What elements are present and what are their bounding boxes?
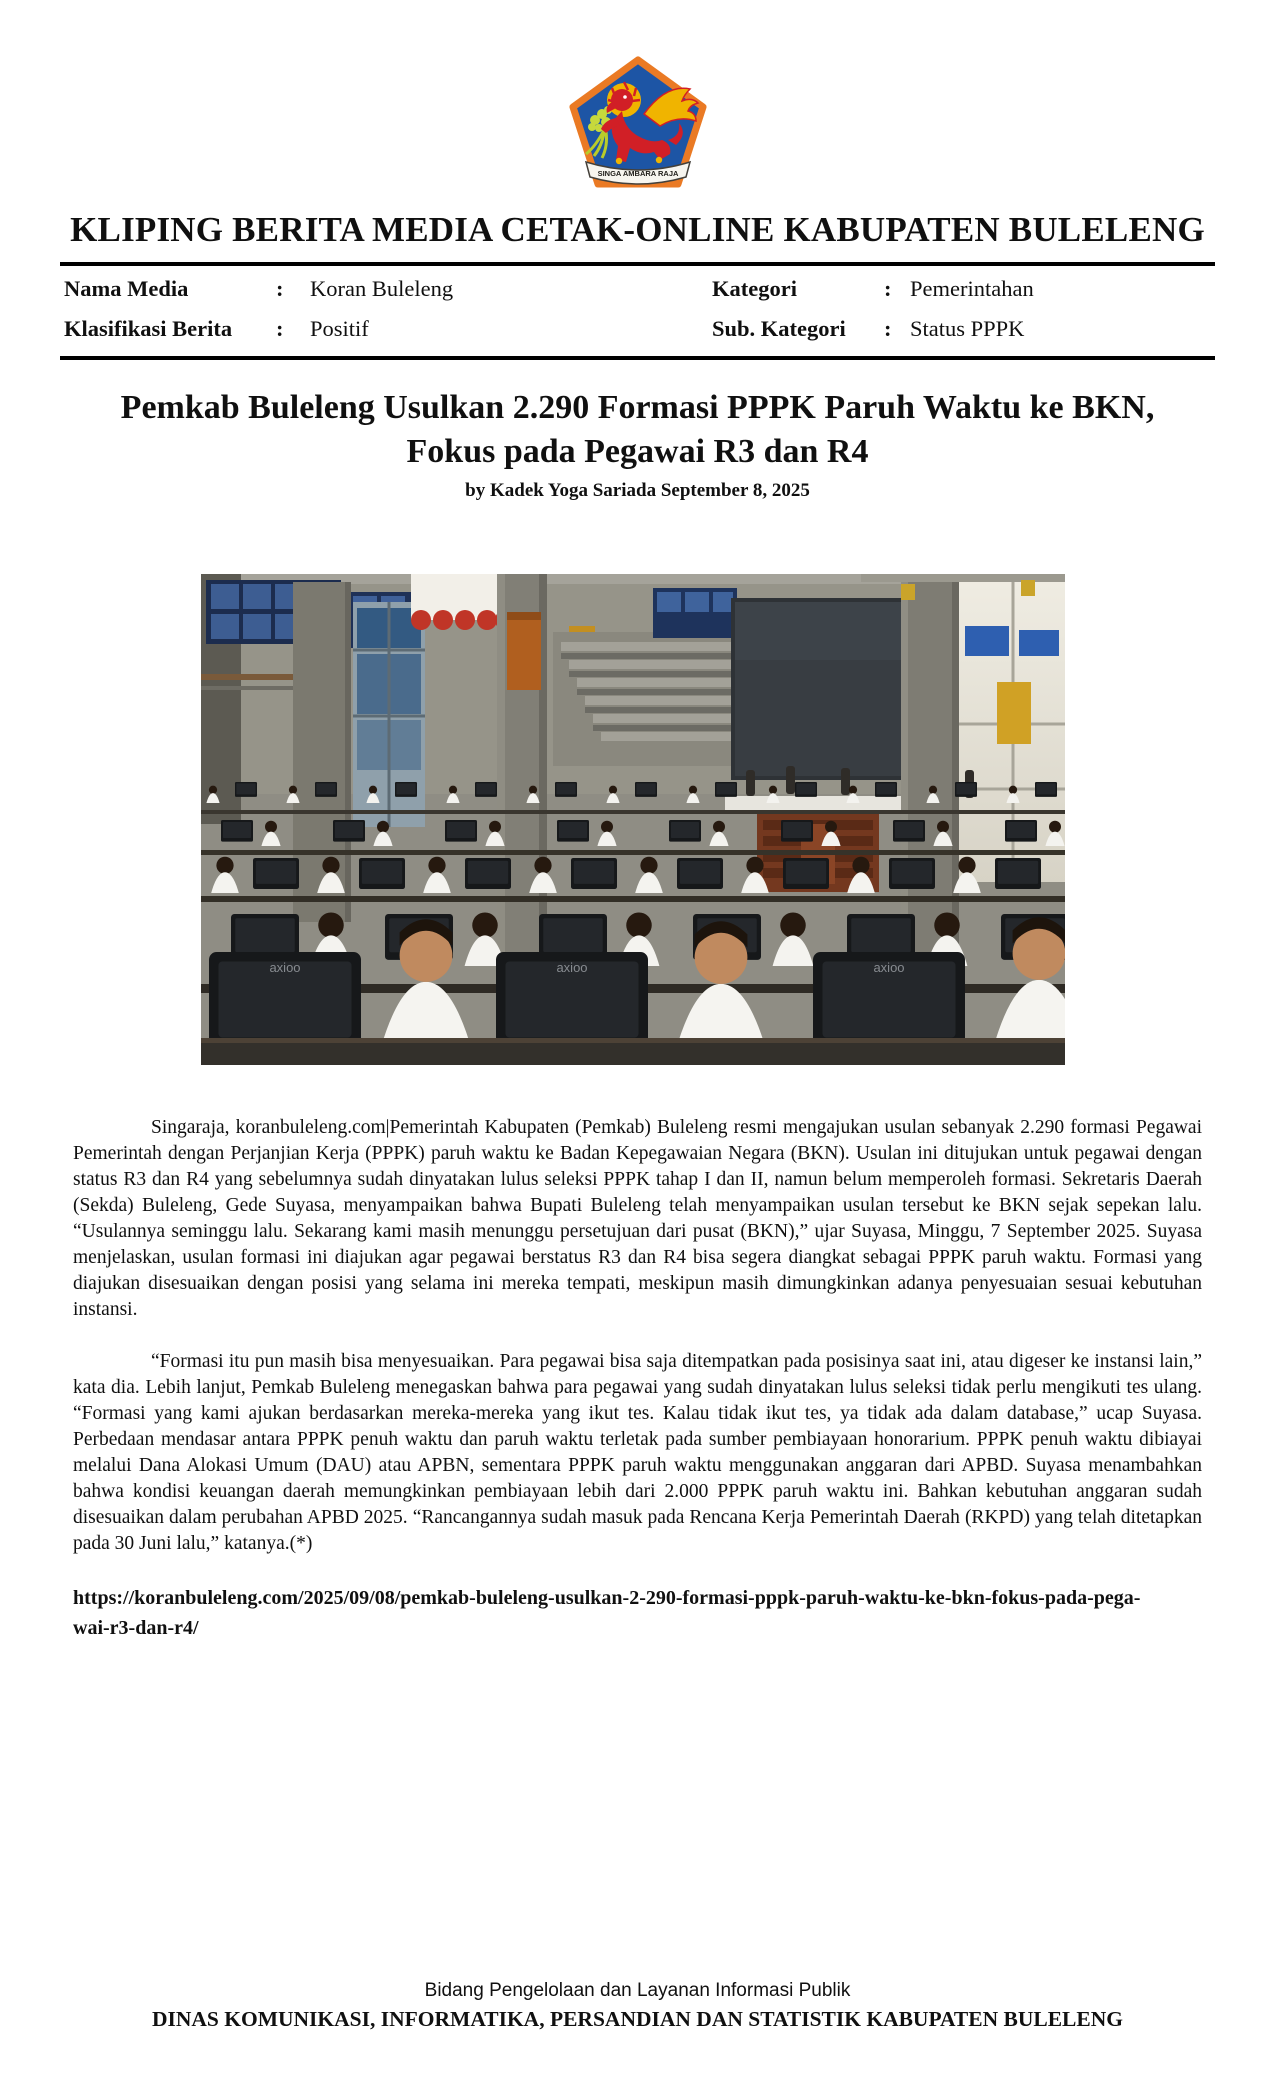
article-byline: by Kadek Yoga Sariada September 8, 2025: [465, 480, 810, 502]
monitor-brand-text: axioo: [269, 960, 301, 976]
klasifikasi-berita-value: Positif: [310, 316, 369, 341]
article-paragraph-1: Singaraja, koranbuleleng.com|Pemerintah Kabupaten (Pemkab) Buleleng resmi mengajukan usulan sebanyak 2.290 formasi Pegawai Pemerintah dengan Perjanjian Kerja (PPPK) paruh waktu ke Badan Kepegawaian Negara (BKN). Usulan ini ditujukan untuk pegawai dengan status R3 dan R4 yang sebelumnya sudah dinyatakan lulus seleksi PPPK tahap I dan II, namun belum memperoleh formasi. Sekretaris Daerah (Sekda) Buleleng, Gede Suyasa, menyampaikan bahwa Bupati Buleleng telah menyampaikan usulan tersebut ke BKN sejak sepekan lalu. “Usulannya seminggu lalu. Sekarang kami masih menunggu persetujuan dari pusat (BKN),” ujar Suyasa, Minggu, 7 September 2025. Suyasa menjelaskan, usulan formasi ini diajukan agar pegawai berstatus R3 dan R4 bisa segera diangkat sebagai PPPK paruh waktu. Formasi yang diajukan disesuaikan dengan posisi yang selama ini mereka tempati, meskipun masih dimungkinkan adanya penyesuaian sesuai kebutuhan instansi.: [73, 1117, 1202, 1321]
article-paragraph-2: “Formasi itu pun masih bisa menyesuaikan. Para pegawai bisa saja ditempatkan pada posisinya saat ini, atau digeser ke instansi lain,” kata dia. Lebih lanjut, Pemkab Buleleng menegaskan bahwa para pegawai yang sudah dinyatakan lulus seleksi tidak perlu mengikuti tes ulang. “Formasi yang kami ajukan berdasarkan mereka-mereka yang ikut tes. Kalau tidak ikut tes, ya tidak ada dalam database,” ucap Suyasa. Perbedaan mendasar antara PPPK penuh waktu dan paruh waktu terletak pada sumber pembiayaan honorarium. PPPK penuh waktu dibiayai melalui Dana Alokasi Umum (DAU) atau APBN, sementara PPPK paruh waktu menggunakan anggaran dari APBD. Suyasa menambahkan bahwa kondisi keuangan daerah memungkinkan pembiayaan lebih dari 2.000 PPPK paruh waktu ini. Bahkan kebutuhan anggaran sudah disesuaikan dalam perubahan APBD 2025. “Rancangannya sudah masuk pada Rencana Kerja Pemerintah Daerah (RKPD) yang telah ditetapkan pada 30 Juni lalu,” katanya.(*): [73, 1351, 1202, 1555]
metadata-right-column: [712, 276, 1211, 342]
article-title: Pemkab Buleleng Usulkan 2.290 Formasi PPPK Paruh Waktu ke BKN, Fokus pada Pegawai R3 dan R4: [120, 389, 1155, 470]
kategori-value: Pemerintahan: [910, 276, 1034, 301]
meta-colon: :: [276, 316, 284, 341]
meta-colon: :: [884, 316, 892, 341]
nama-media-value: Koran Buleleng: [310, 276, 454, 301]
document-title: KLIPING BERITA MEDIA CETAK-ONLINE KABUPATEN BULELENG: [70, 210, 1205, 249]
meta-colon: :: [884, 276, 892, 301]
article-photo-illustration: [201, 574, 1065, 1065]
metadata-table: [60, 266, 1215, 356]
ribbon-text: SINGA AMBARA RAJA: [597, 169, 678, 178]
source-url: [73, 1583, 1202, 1643]
footer-agency: DINAS KOMUNIKASI, INFORMATIKA, PERSANDIAN DAN STATISTIK KABUPATEN BULELENG: [151, 2007, 1123, 2031]
sub-kategori-value: Status PPPK: [910, 316, 1025, 341]
page-footer: [60, 1980, 1215, 2032]
buleleng-emblem-logo: [60, 56, 1215, 196]
source-url-line-1: https://koranbuleleng.com/2025/09/08/pemkab-buleleng-usulkan-2-290-formasi-pppk-paruh-waktu-ke-bkn-fokus-pada-pega-: [73, 1587, 1141, 1610]
monitor-brand-text: axioo: [556, 960, 588, 976]
source-url-line-2: wai-r3-dan-r4/: [73, 1617, 199, 1640]
meta-colon: :: [276, 276, 284, 301]
nama-media-label: Nama Media: [64, 276, 189, 301]
header-rule-bottom: [60, 356, 1215, 360]
monitor-brand-text: axioo: [873, 960, 905, 976]
footer-division: Bidang Pengelolaan dan Layanan Informasi Publik: [424, 1980, 851, 2001]
kategori-label: Kategori: [712, 276, 797, 301]
article-photo: [201, 574, 1065, 1065]
article-body: [73, 1115, 1202, 1557]
buleleng-emblem-icon: [557, 56, 719, 196]
metadata-left-column: [64, 276, 712, 342]
klasifikasi-berita-label: Klasifikasi Berita: [64, 316, 233, 341]
sub-kategori-label: Sub. Kategori: [712, 316, 846, 341]
